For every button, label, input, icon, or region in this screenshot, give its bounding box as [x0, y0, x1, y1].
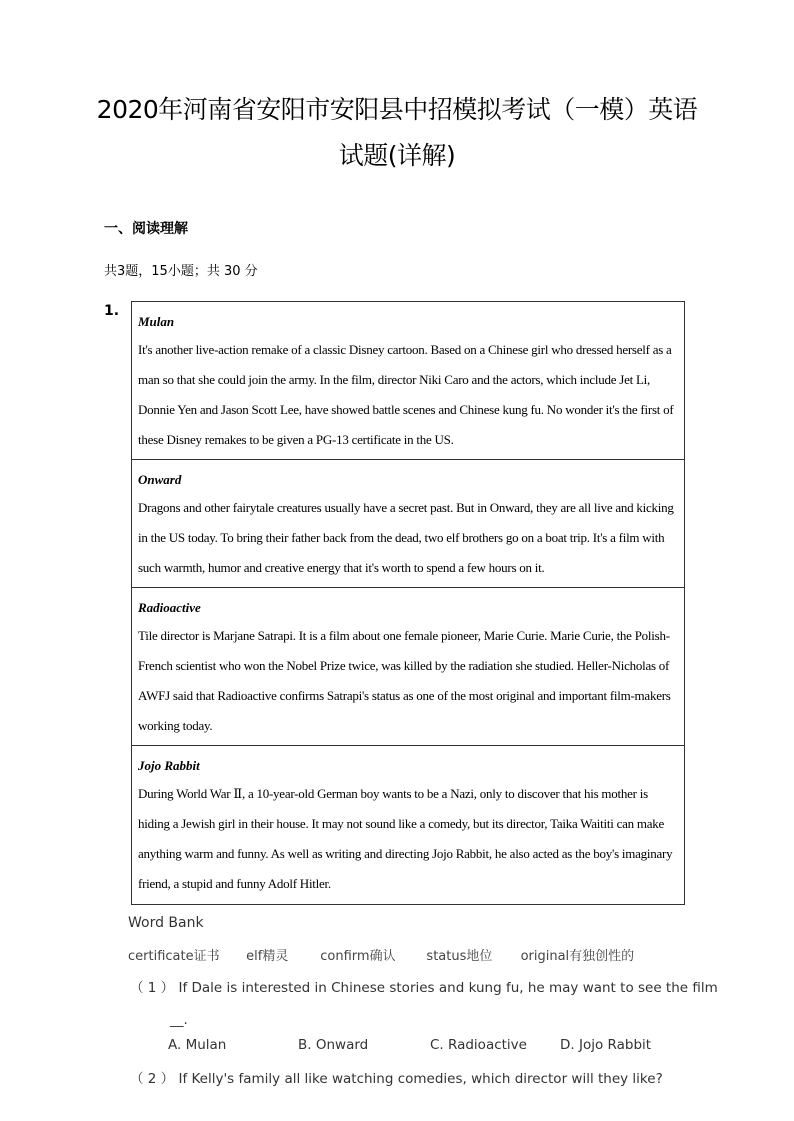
film-table	[131, 301, 685, 905]
film-title: Jojo Rabbit	[138, 758, 200, 773]
question-1-text: （ 1 ） If Dale is interested in Chinese stories and kung fu, he may want to see the film	[130, 980, 718, 996]
film-cell-radioactive	[132, 588, 684, 746]
word-bank	[128, 945, 634, 964]
question-2-text: （ 2 ） If Kelly's family all like watching comedies, which director will they like?	[130, 1071, 663, 1087]
film-description: During World War Ⅱ, a 10-year-old German boy wants to be a Nazi, only to discover that his mother is hiding a Jewish girl in their house. It may not sound like a comedy, but its director, Taika Waititi can make anything warm and funny. As well as writing and directing Jojo Rabbit, he also acted as the boy's imaginary friend, a stupid and funny Adolf Hitler.	[138, 786, 673, 891]
film-cell-jojo-rabbit	[132, 746, 684, 904]
section-heading: 一、阅读理解	[104, 221, 188, 237]
question-1-option-a[interactable]: A. Mulan	[168, 1037, 227, 1053]
film-title: Onward	[138, 472, 182, 487]
question-1-option-d[interactable]: D. Jojo Rabbit	[560, 1037, 652, 1053]
word-bank-entry: elf精灵	[246, 949, 289, 964]
film-cell-mulan	[132, 302, 684, 460]
section-summary: 共3题，15小题；共 30 分	[104, 264, 258, 279]
question-1-option-b[interactable]: B. Onward	[298, 1037, 369, 1053]
document-title-line-2: 试题(详解)	[338, 141, 456, 170]
film-description: It's another live-action remake of a classic Disney cartoon. Based on a Chinese girl who dressed herself as a man so that she could join the army. In the film, director Niki Caro and the actors, which include Jet Li, Donnie Yen and Jason Scott Lee, have showed battle scenes and Chinese kung fu. No wonder it's the first of these Disney remakes to be given a PG-13 certificate in the US.	[138, 342, 674, 447]
word-bank-title: Word Bank	[128, 915, 204, 931]
film-description: Dragons and other fairytale creatures usually have a secret past. But in Onward, they are all live and kicking in the US today. To bring their father back from the dead, two elf brothers go on a boat trip. It's a film with such warmth, humor and creative energy that it's worth to spend a few hours on it.	[138, 500, 674, 575]
document-title-line-1: 2020年河南省安阳市安阳县中招模拟考试（一模）英语	[96, 95, 698, 124]
question-number: 1.	[104, 303, 120, 319]
question-1-blank: __.	[170, 1012, 188, 1028]
film-description: Tile director is Marjane Satrapi. It is a film about one female pioneer, Marie Curie. Marie Curie, the Polish-French scientist who won the Nobel Prize twice, was killed by the radiation she studied. Heller-Nicholas of AWFJ said that Radioactive confirms Satrapi's status as one of the most original and important film-makers working today.	[138, 628, 671, 733]
word-bank-entry: confirm确认	[320, 949, 396, 964]
film-title: Mulan	[138, 314, 175, 329]
film-cell-onward	[132, 460, 684, 588]
film-title: Radioactive	[138, 600, 201, 615]
word-bank-entry: certificate证书	[128, 949, 220, 964]
word-bank-entry: status地位	[426, 949, 493, 964]
question-1-option-c[interactable]: C. Radioactive	[430, 1037, 527, 1053]
word-bank-entry: original有独创性的	[520, 949, 635, 964]
